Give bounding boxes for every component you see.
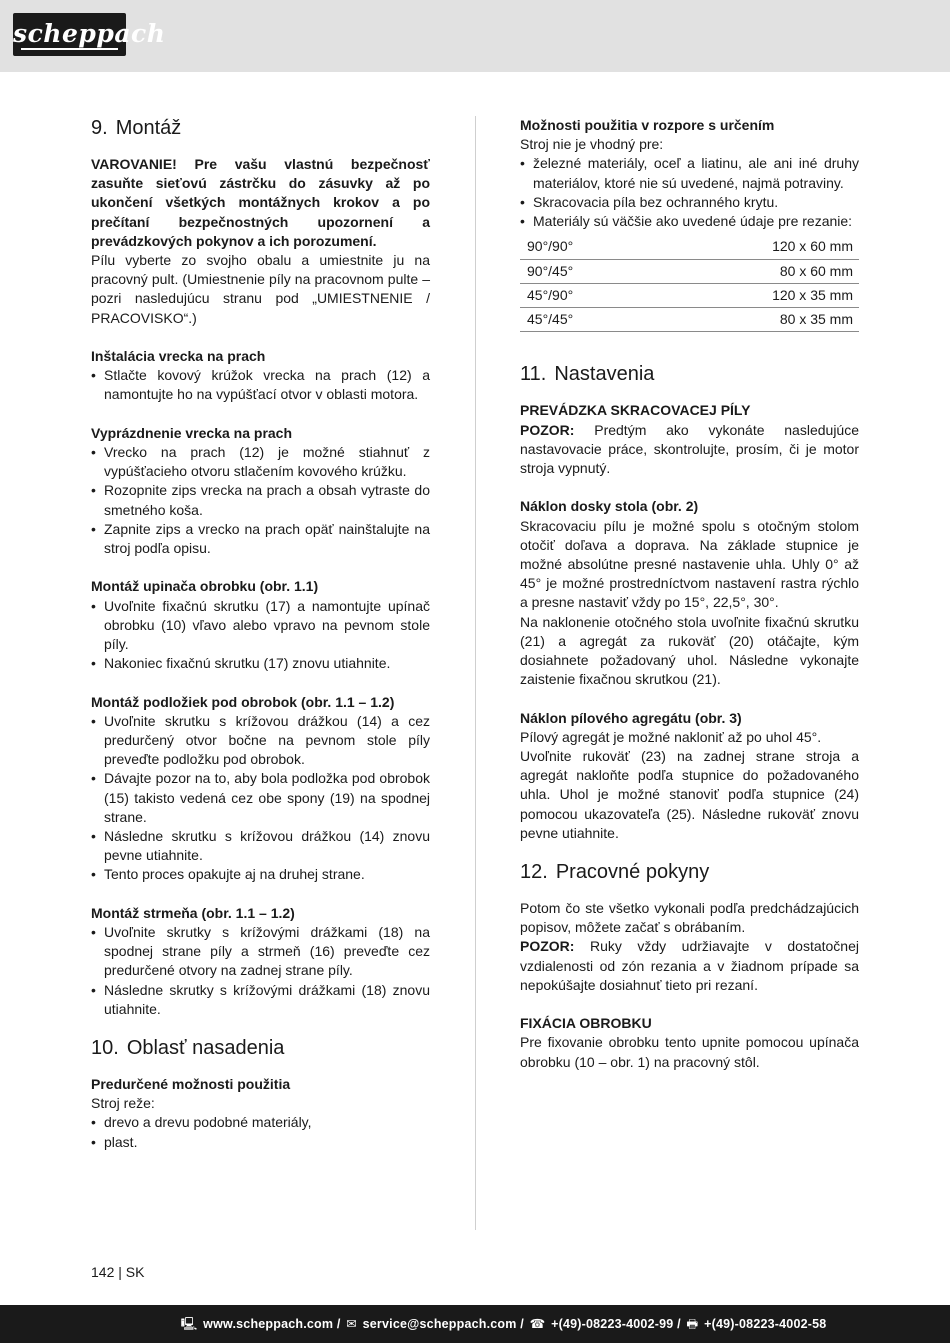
list-item: • Nakoniec fixačnú skrutku (17) znovu utiahnite. (91, 654, 430, 673)
fax-icon: 🖶 (686, 1317, 699, 1331)
work-pozor: POZOR: Ruky vždy udržiavajte v dostatočnej vzdialenosti od zón rezania a v žiadnom prípade sa nepokúšajte dosiahnuť tieto pri rezaní. (520, 938, 859, 993)
intended-use-title: Predurčené možnosti použitia (91, 1076, 291, 1093)
intro-paragraph: Pílu vyberte zo svojho obalu a umiestnite ju na pracovný pult. (Umiestnenie píly na pracovnom pulte – pozri nasledujúcu stranu pod „UMIESTNENIE / PRACOVISKO“.) (91, 252, 430, 326)
list-item: • Dávajte pozor na to, aby bola podložka pod obrobok (15) takisto vedená cez obe spony (19) na spodnej strane. (91, 769, 430, 827)
section-9-heading: 9. Montáž (91, 117, 182, 139)
logo-underline (21, 48, 118, 50)
table-cell: 45°/90° (520, 283, 651, 307)
scheppach-logo (13, 13, 166, 56)
list-item: • Vrecko na prach (12) je možné stiahnuť z vypúšťacieho otvoru stlačením kovového krúžku. (91, 443, 430, 481)
list-item: • drevo a drevu podobné materiály, (91, 1113, 430, 1132)
table-cell: 90°/90° (520, 235, 651, 259)
list-item: • Stlačte kovový krúžok vrecka na prach (12) a namontujte ho na vypúšťací otvor v oblasti motora. (91, 366, 430, 404)
list-item: • Rozopnite zips vrecka na prach a obsah vytraste do smetného koša. (91, 481, 430, 519)
logo-text: scheppach (13, 19, 166, 48)
section-12-heading: 12. Pracovné pokyny (520, 860, 710, 883)
clamp-list (91, 597, 430, 674)
intended-use-line: Stroj reže: (91, 1095, 155, 1112)
operation-pozor: POZOR: Predtým ako vykonáte nasledujúce nastavovacie práce, skontrolujte, prosím, či je motor stroja vypnutý. (520, 421, 859, 476)
table-cell: 90°/45° (520, 259, 651, 283)
saw-tilt-p2: Uvoľnite rukoväť (23) na zadnej strane stroja a agregát nakloňte podľa stupnice do požadovaného uhla. Uhol je možné stanoviť podľa stupnice (24) pomocou ukazovateľa (25). Následne rukoväť znovu pevne utiahnite. (520, 747, 859, 841)
list-item: • Následne skrutky s krížovými drážkami (18) znovu utiahnite. (91, 981, 430, 1019)
operation-title: PREVÁDZKA SKRACOVACEJ PÍLY (520, 402, 751, 419)
left-column (91, 116, 430, 1152)
work-p1: Potom čo ste všetko vykonali podľa predchádzajúcich popisov, môžete začať s obrábaním. (520, 899, 859, 936)
dust-install-title: Inštalácia vrecka na prach (91, 348, 266, 365)
table-tilt-p1: Skracovaciu pílu je možné spolu s otočným stolom otočiť doľava a doprava. Na základe stupnice je možné absolútne presné nastavenie uhla. Uhly 0° až 45° je možné prostredníctvom nastavení rastra rýchlo a presne nastaviť vždy po 15°, 22,5°, 30°. (520, 517, 859, 611)
supports-title: Montáž podložiek pod obrobok (obr. 1.1 – 1.2) (91, 693, 395, 710)
footer-phone: +(49)-08223-4002-99 (551, 1317, 674, 1331)
list-item: • Zapnite zips a vrecko na prach opäť nainštalujte na stroj podľa opisu. (91, 520, 430, 558)
fix-title: FIXÁCIA OBROBKU (520, 1015, 652, 1032)
footer-fax: +(49)-08223-4002-58 (704, 1317, 827, 1331)
page-number: 142 | SK (91, 1264, 145, 1280)
dust-install-list (91, 366, 430, 404)
list-item: • plast. (91, 1133, 430, 1152)
list-item: • Uvoľnite skrutku s krížovou drážkou (14) a cez predurčený otvor bočne na pevnom stole píly preveďte podložku pod obrobok. (91, 712, 430, 770)
list-item: • železné materiály, oceľ a liatinu, ale ani iné druhy materiálov, ktoré nie sú uvedené, najmä potraviny. (520, 154, 859, 192)
list-item: • Skracovacia píla bez ochranného krytu. (520, 193, 859, 212)
footer-web[interactable]: www.scheppach.com (203, 1317, 334, 1331)
phone-icon: ☎ (529, 1317, 546, 1331)
misuse-line: Stroj nie je vhodný pre: (520, 136, 664, 153)
table-cell: 80 x 60 mm (651, 259, 859, 283)
section-11-heading: 11. Nastavenia (520, 363, 655, 386)
saw-tilt-title: Náklon pílového agregátu (obr. 3) (520, 709, 742, 726)
page-footer: 🖳 www.scheppach.com / ✉ service@scheppach.com / ☎ +(49)-08223-4002-99 / 🖶 +(49)-08223-4002-58 (0, 1305, 950, 1343)
stirrup-list (91, 923, 430, 1019)
right-column (520, 116, 859, 1072)
table-tilt-p2: Na naklonenie otočného stola uvoľnite fixačnú skrutku (21) a agregát za rukoväť (20) otáčajte, kým dosiahnete požadovaný uhol. Následne vykonajte zaistenie fixačnou skrutkou (21). (520, 613, 859, 688)
warning-paragraph: VAROVANIE! Pre vašu vlastnú bezpečnosť zasuňte sieťovú zástrčku do zásuvky až po ukončení všetkých montážnych krokov a po prečítaní bezpečnostných upozornení a prevádzkových pokynov a ich porozumení. (91, 156, 430, 249)
cutting-dimensions-table (520, 235, 859, 332)
computer-icon: 🖳 (180, 1317, 198, 1331)
list-item: • Následne skrutku s krížovou drážkou (14) znovu pevne utiahnite. (91, 827, 430, 865)
section-10-heading: 10. Oblasť nasadenia (91, 1037, 285, 1060)
table-row (520, 235, 859, 259)
footer-email[interactable]: service@scheppach.com (362, 1317, 517, 1331)
table-cell: 120 x 60 mm (651, 235, 859, 259)
table-row (520, 259, 859, 283)
saw-tilt-p1: Pílový agregát je možné nakloniť až po uhol 45°. (520, 728, 822, 745)
page-header (0, 0, 950, 72)
intended-use-list (91, 1113, 430, 1151)
table-cell: 45°/45° (520, 308, 651, 332)
email-icon: ✉ (346, 1317, 357, 1331)
table-cell: 120 x 35 mm (651, 283, 859, 307)
list-item: • Materiály sú väčšie ako uvedené údaje pre rezanie: (520, 212, 859, 231)
table-tilt-title: Náklon dosky stola (obr. 2) (520, 498, 699, 515)
table-row (520, 308, 859, 332)
fix-p1: Pre fixovanie obrobku tento upnite pomocou upínača obrobku (10 – obr. 1) na pracovný stôl. (520, 1034, 859, 1070)
clamp-title: Montáž upinača obrobku (obr. 1.1) (91, 578, 319, 595)
stirrup-title: Montáž strmeňa (obr. 1.1 – 1.2) (91, 904, 295, 921)
dust-empty-title: Vyprázdnenie vrecka na prach (91, 424, 293, 441)
table-row (520, 283, 859, 307)
supports-list (91, 712, 430, 885)
misuse-list (520, 154, 859, 231)
misuse-title: Možnosti použitia v rozpore s určením (520, 117, 775, 133)
column-divider (475, 116, 476, 1230)
list-item: • Uvoľnite skrutky s krížovými drážkami (18) na spodnej strane píly a strmeň (16) preveďte cez predurčené otvory na zadnej strane píly. (91, 923, 430, 981)
table-cell: 80 x 35 mm (651, 308, 859, 332)
list-item: • Tento proces opakujte aj na druhej strane. (91, 865, 430, 884)
dust-empty-list (91, 443, 430, 558)
list-item: • Uvoľnite fixačnú skrutku (17) a namontujte upínač obrobku (10) vľavo alebo vpravo na pevnom stole píly. (91, 597, 430, 655)
